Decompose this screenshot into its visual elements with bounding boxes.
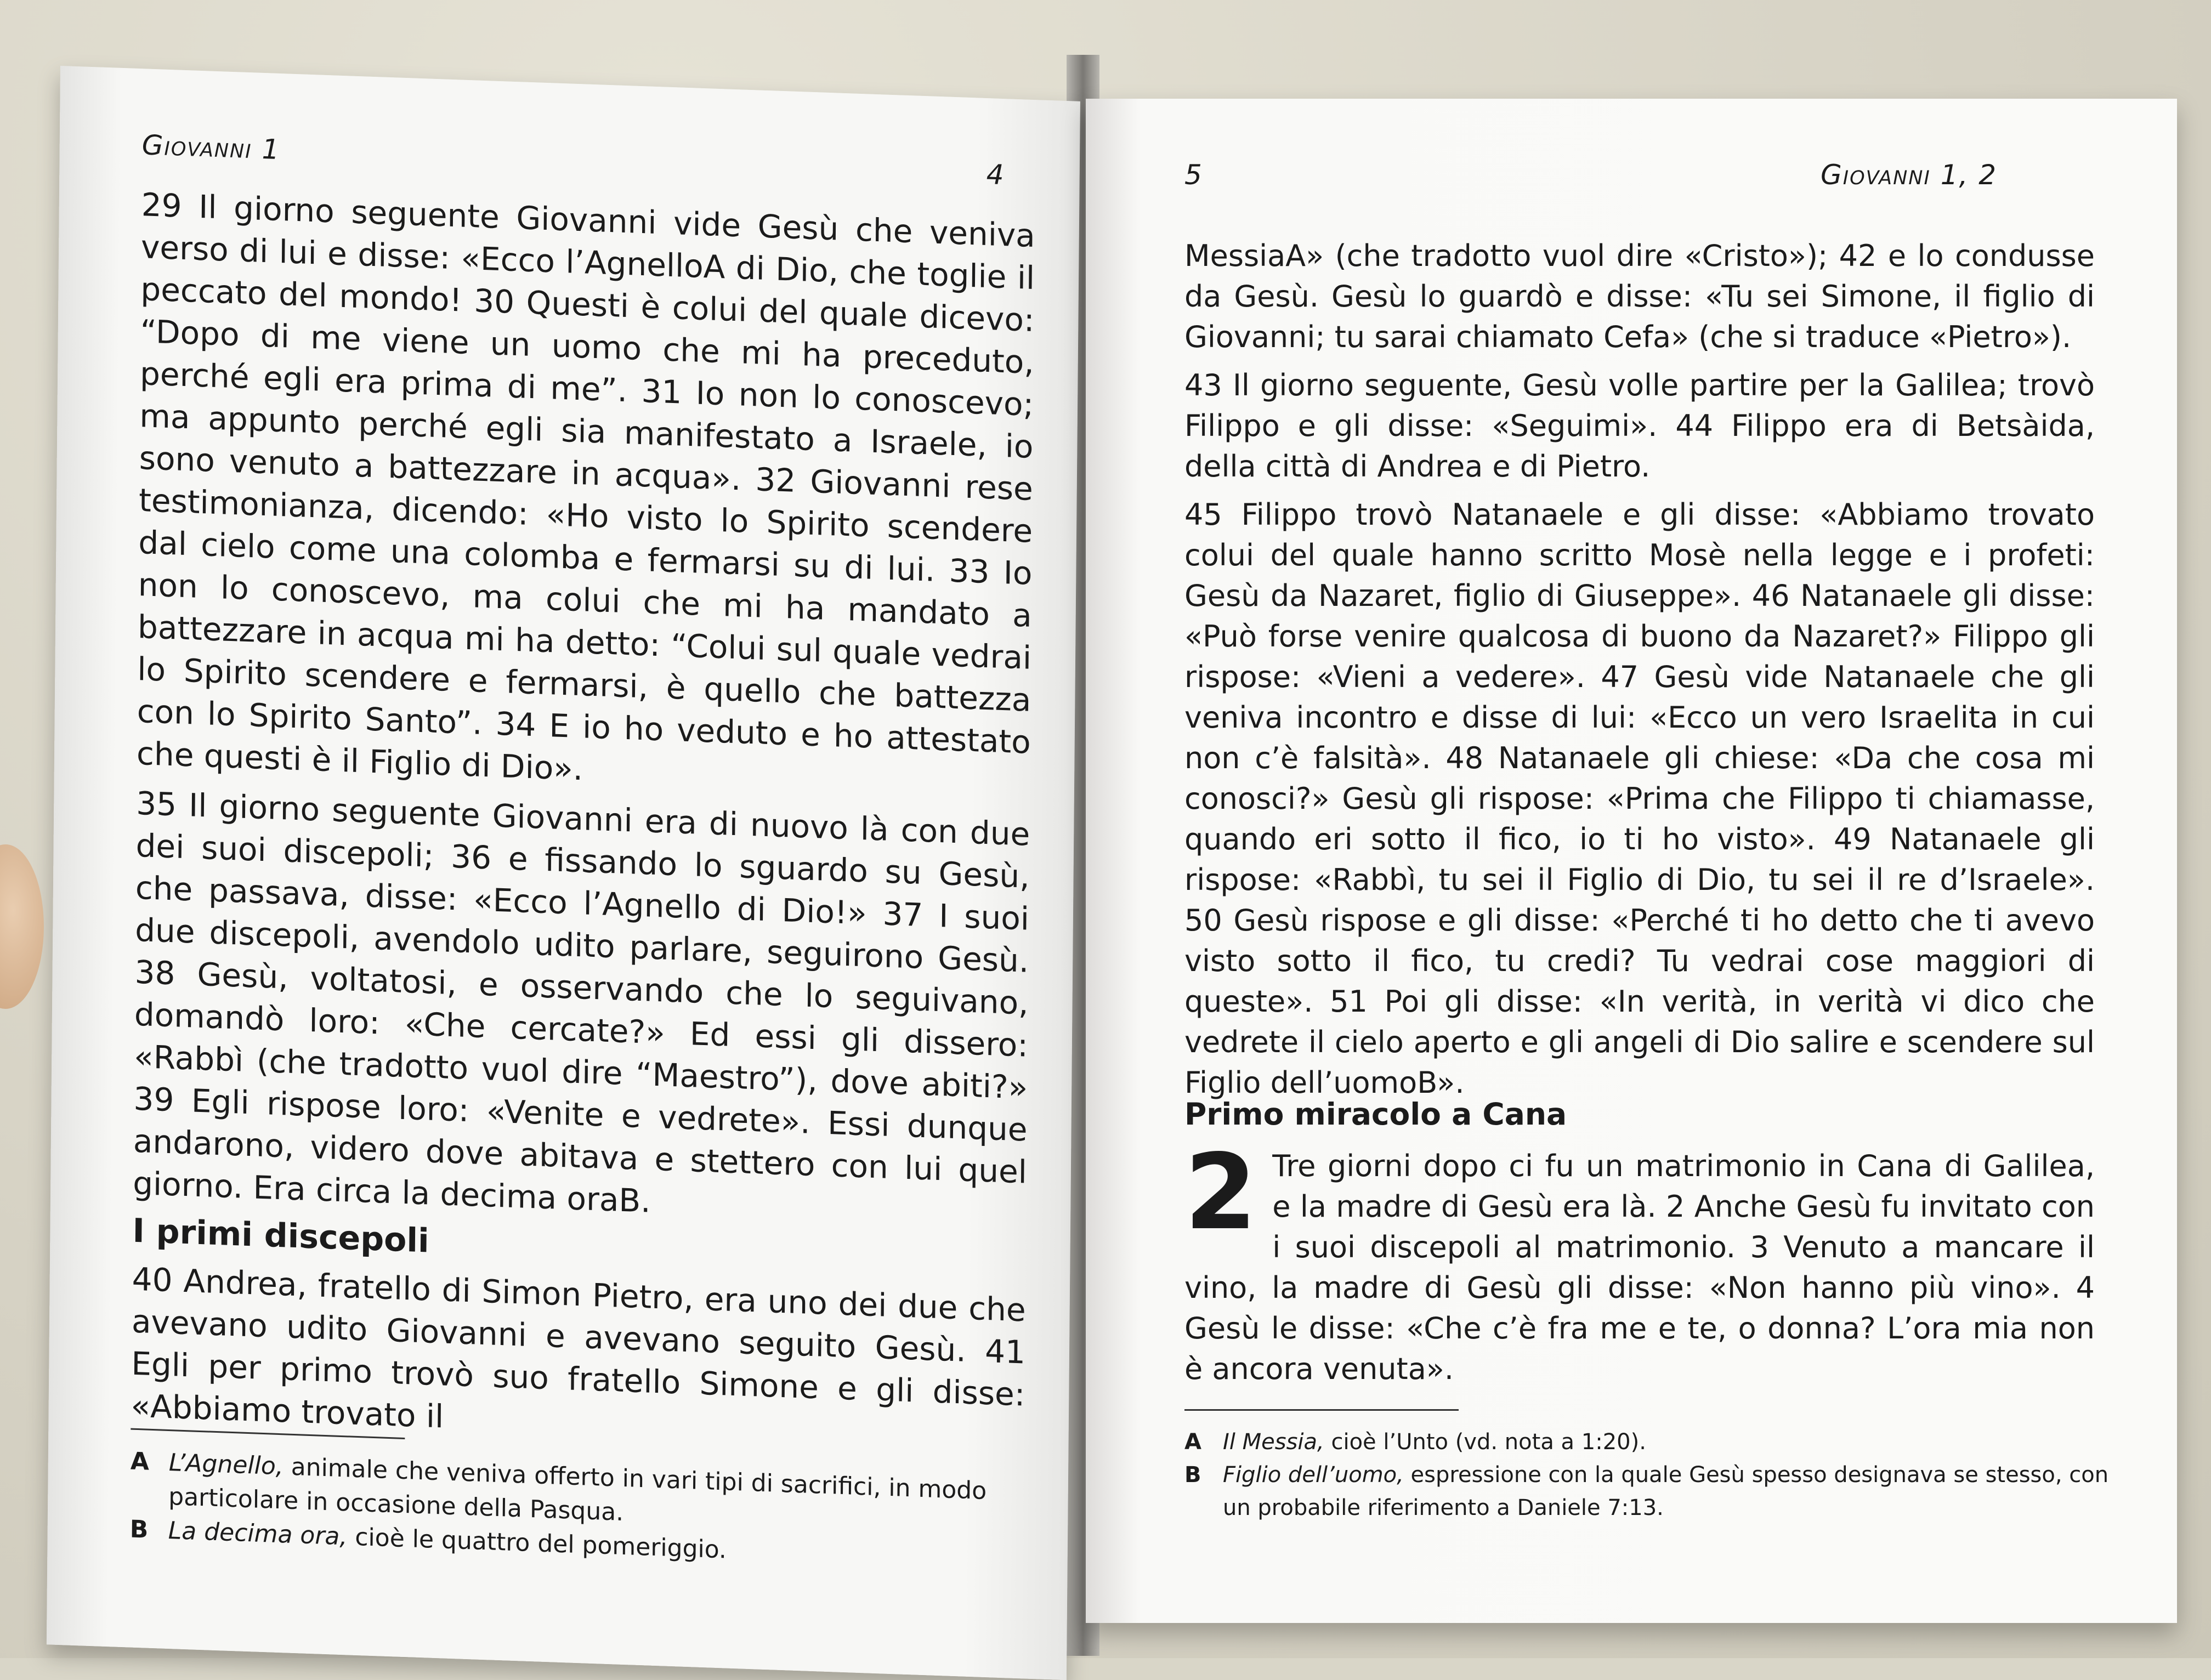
footnote-rule — [1184, 1409, 1459, 1411]
left-running-head: Giovanni 1 — [141, 129, 281, 166]
footnote: A Il Messia, cioè l’Unto (vd. nota a 1:20). — [1184, 1429, 1646, 1455]
chapter-text — [1184, 1132, 2095, 1389]
right-body-text — [1184, 236, 2095, 1103]
left-page — [47, 66, 1080, 1680]
section-heading: Primo miracolo a Cana — [1184, 1097, 1567, 1132]
left-page-number: 4 — [986, 158, 1004, 191]
right-page-number: 5 — [1184, 159, 1202, 191]
paragraph: 43 Il giorno seguente, Gesù volle partire per la Galilea; trovò Filippo e gli disse: «Seguimi». 44 Filippo era di Betsàida, della città di Andrea e di Pietro. — [1184, 368, 2095, 484]
paragraph: 35 Il giorno seguente Giovanni era di nuovo là con due dei suoi discepoli; 36 e fissando lo sguardo su Gesù, che passava, disse: «Ecco l’Agnello di Dio!» 37 I suoi due discepoli, avendolo udito parlare, seguirono Gesù. 38 Gesù, voltatosi, e osservando che lo seguivano, domandò loro: «Che cercate?» Ed essi gli dissero: «Rabbì (che tradotto vuol dire “Maestro”), dove abiti?» 39 Egli rispose loro: «Venite e vedrete». Essi dunque andarono, videro dove abitava e stettero con lui quel giorno. Era circa la decima oraB. — [132, 784, 1030, 1220]
footnote: A L’Agnello, animale che veniva offerto in vari tipi di sacrifici, in modo particolare in occasione della Pasqua. — [130, 1447, 987, 1526]
paragraph: 45 Filippo trovò Natanaele e gli disse: «Abbiamo trovato colui del quale hanno scritto Mosè nella legge e i profeti: Gesù da Nazaret, figlio di Giuseppe». 46 Natanaele gli disse: «Può forse venire qualcosa di buono da Nazaret?» Filippo gli rispose: «Vieni a vedere». 47 Gesù vide Natanaele che gli veniva incontro e disse di lui: «Ecco un vero Israelita in cui non c’è falsità». 48 Natanaele gli chiese: «Da che cosa mi conosci?» Gesù gli rispose: «Prima che Filippo ti chiamasse, quando eri sotto il fico, io ti ho visto». 49 Natanaele gli rispose: «Rabbì, tu sei il Figlio di Dio, tu sei il re d’Israele». 50 Gesù rispose e gli disse: «Perché ti ho detto che ti avevo visto sotto il fico, tu credi? Tu vedrai cose maggiori di queste». 51 Poi gli disse: «In verità, in verità vi dico che vedrete il cielo aperto e gli angeli di Dio salire e scendere sul Figlio dell’uomoB». — [1184, 497, 2095, 1100]
left-section-text — [131, 1258, 1026, 1458]
paragraph: 40 Andrea, fratello di Simon Pietro, era uno dei due che avevano udito Giovanni e avevano seguito Gesù. 41 Egli per primo trovò suo fratello Simone e gli disse: «Abbiamo trovato il — [131, 1260, 1026, 1435]
left-body-text — [133, 184, 1035, 1235]
left-footnotes — [129, 1445, 1030, 1578]
chapter-number: 2 — [1184, 1132, 1257, 1253]
right-running-head: Giovanni 1, 2 — [1821, 159, 1998, 191]
paragraph: MessiaA» (che tradotto vuol dire «Cristo»); 42 e lo condusse da Gesù. Gesù lo guardò e disse: «Tu sei Simone, il figlio di Giovanni; tu sarai chiamato Cefa» (che si traduce «Pietro»). — [1184, 239, 2095, 354]
thumb — [0, 844, 44, 1009]
footnote: B La decima ora, cioè le quattro del pomeriggio. — [129, 1515, 727, 1564]
paragraph: 29 Il giorno seguente Giovanni vide Gesù che veniva verso di lui e disse: «Ecco l’AgnelloA di Dio, che toglie il peccato del mondo! 30 Questi è colui del quale dicevo: “Dopo di me viene un uomo che mi ha preceduto, perché egli era prima di me”. 31 Io non lo conoscevo; ma appunto perché egli sia manifestato a Israele, io sono venuto a battezzare in acqua». 32 Giovanni rese testimonianza, dicendo: «Ho visto lo Spirito scendere dal cielo come una colomba e fermarsi su di lui. 33 Io non lo conoscevo, ma colui che mi ha mandato a battezzare in acqua mi ha detto: “Colui sul quale vedrai lo Spirito scendere e fermarsi, è quello che battezza con lo Spirito Santo”. 34 E io ho veduto e ho attestato che questi è il Figlio di Dio». — [136, 186, 1036, 788]
footnote: B Figlio dell’uomo, espressione con la quale Gesù spesso designava se stesso, con un probabile riferimento a Daniele 7:13. — [1184, 1462, 2109, 1520]
right-page — [1086, 99, 2177, 1623]
paragraph: Tre giorni dopo ci fu un matrimonio in Cana di Galilea, e la madre di Gesù era là. 2 Anche Gesù fu invitato con i suoi discepoli al matrimonio. 3 Venuto a mancare il vino, la madre di Gesù gli disse: «Non hanno più vino». 4 Gesù le disse: «Che c’è fra me e te, o donna? L’ora mia non è ancora venuta». — [1184, 1149, 2095, 1386]
right-footnotes — [1184, 1426, 2117, 1524]
section-heading: I primi discepoli — [132, 1211, 429, 1261]
